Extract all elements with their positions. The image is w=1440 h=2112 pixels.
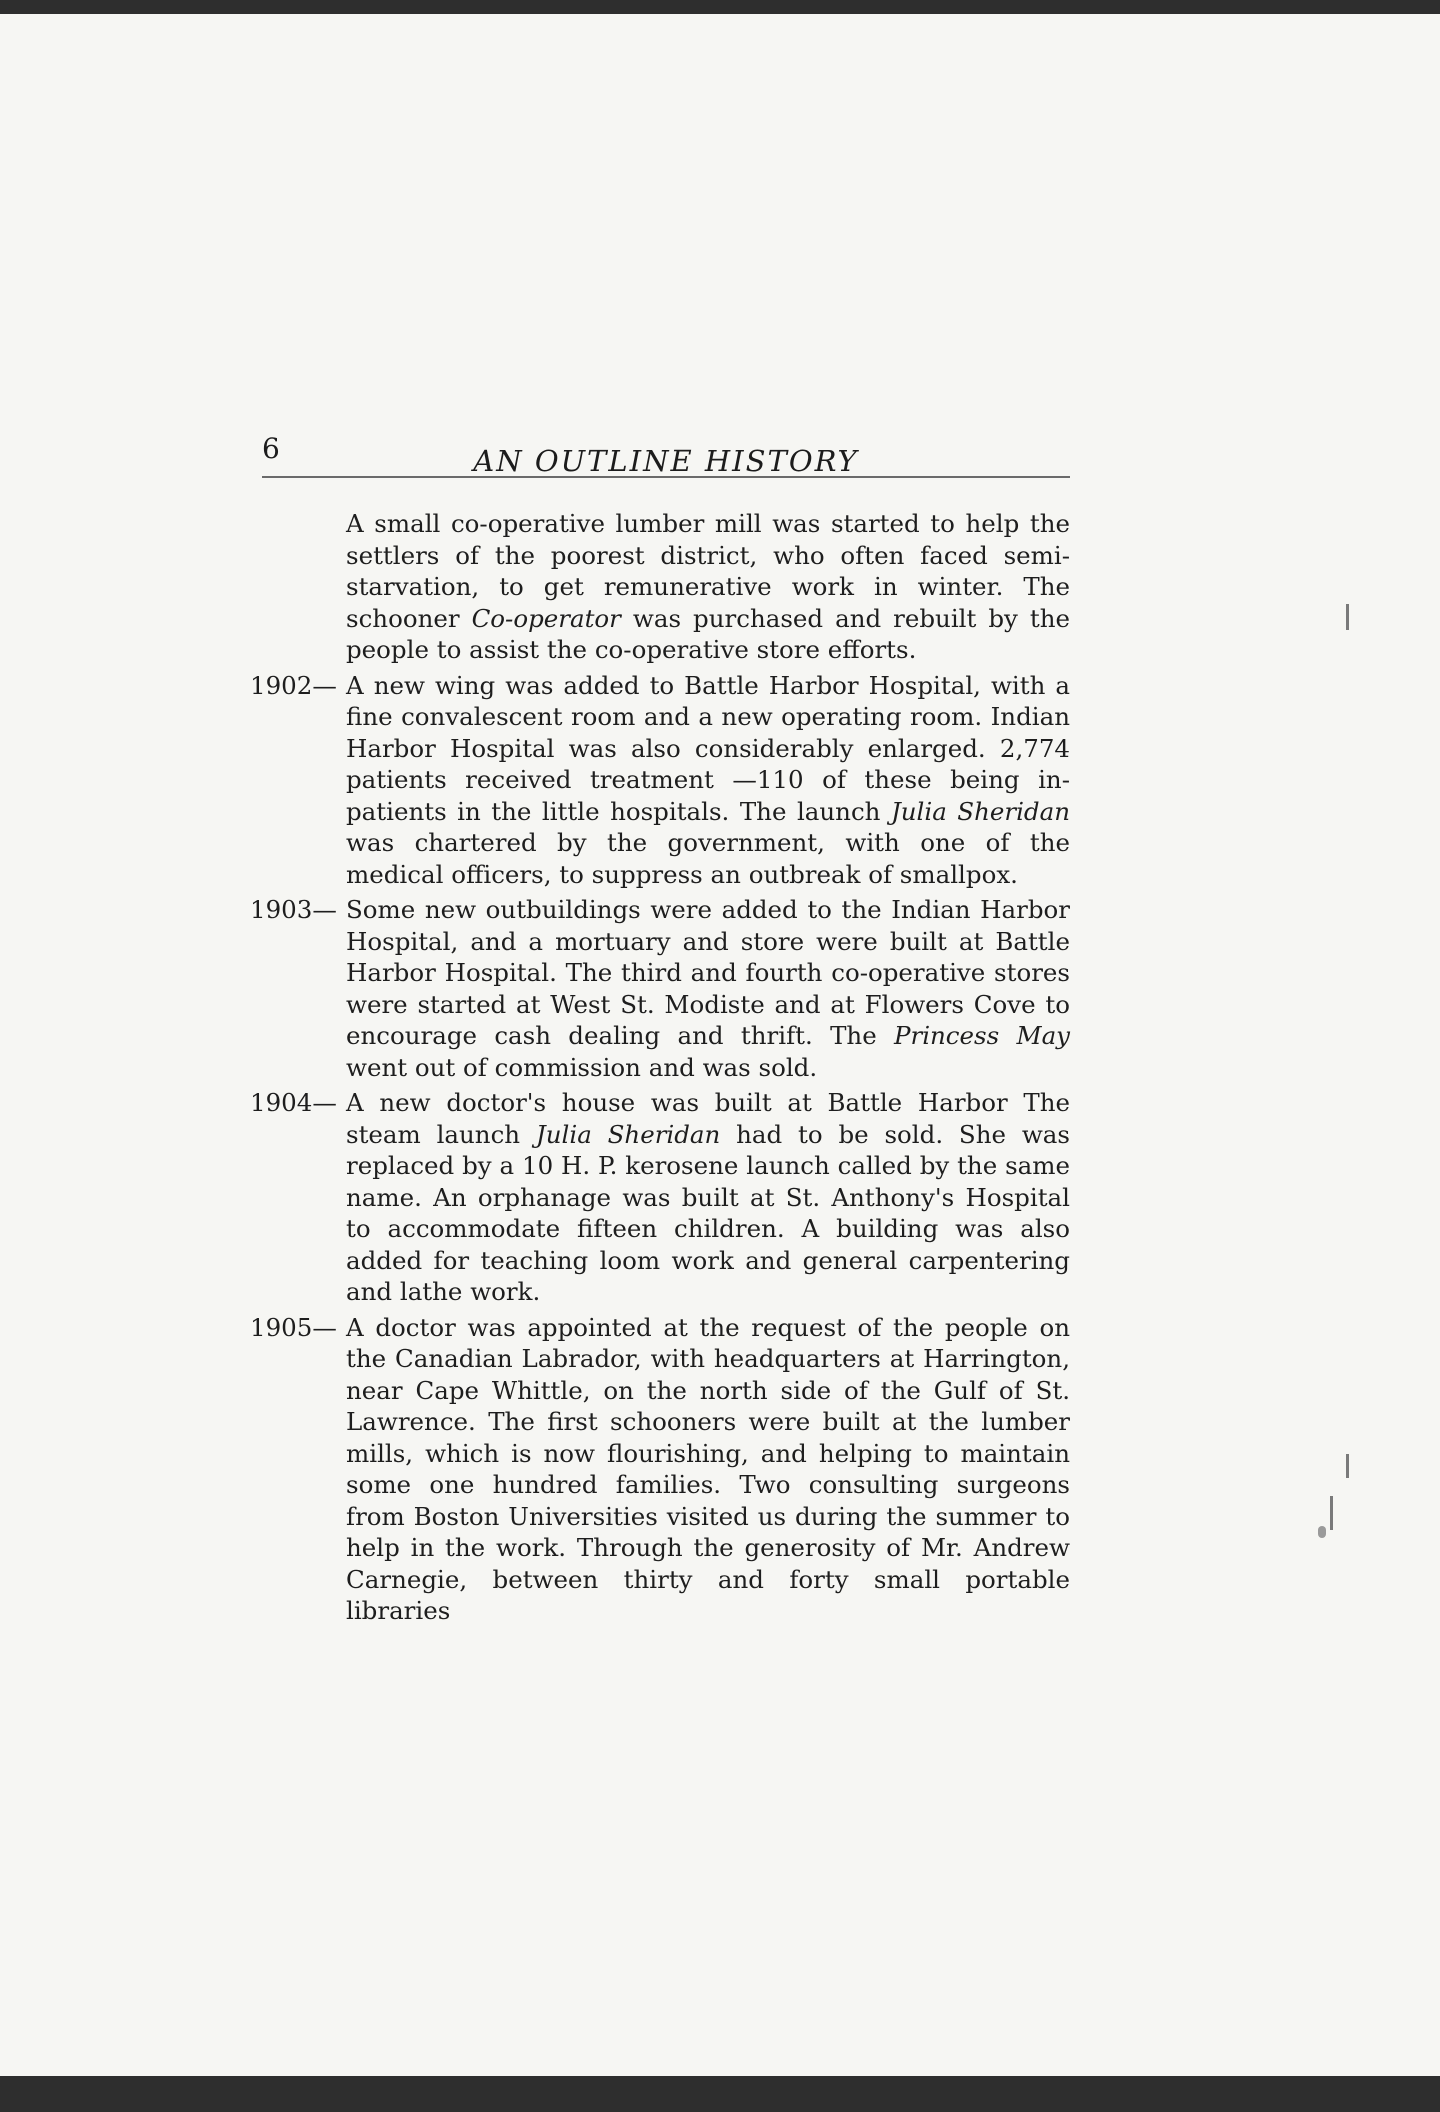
entry-text: [346, 671, 1070, 889]
running-head: AN OUTLINE HISTORY: [473, 444, 859, 478]
entry-text: [346, 895, 1070, 1082]
header-rule: [262, 476, 1070, 478]
entry-year: 1902—: [250, 670, 337, 700]
entry-year: 1903—: [250, 895, 337, 924]
vessel-name: Co-operator: [471, 603, 621, 633]
vessel-name: Julia Sheridan: [890, 796, 1070, 826]
vessel-name: Princess May: [894, 1021, 1071, 1050]
text-run: was purchased and rebuilt by the people to assist the co-operative store efforts.: [346, 603, 1070, 664]
scan-mark: [1330, 1496, 1333, 1530]
body-text: [228, 508, 1070, 1627]
page-number: 6: [262, 432, 280, 465]
text-run: A small co-operative lumber mill was started to help the settlers of the poorest district, who often faced semi-starvation, to get remunerative work in winter. The schooner: [346, 509, 1070, 633]
year-entry: [228, 894, 1070, 1083]
text-run: was chartered by the government, with one of the medical officers, to suppress an outbreak of smallpox.: [346, 828, 1070, 889]
entries-list: [228, 670, 1070, 1627]
text-run: A doctor was appointed at the request of the people on the Canadian Labrador, with headquarters at Harrington, near Cape Whittle, on the north side of the Gulf of St. Lawrence. The first schooners were built at the lumber mills, which is now flourishing, and helping to maintain some one hundred families. Two consulting surgeons from Boston Universities visited us during the summer to help in the work. Through the generosity of Mr. Andrew Carnegie, between thirty and forty small portable libraries: [346, 1312, 1070, 1625]
entry-text: [346, 1088, 1070, 1306]
scan-mark: [1346, 1454, 1349, 1478]
text-run: A new doctor's house was built at Battle Harbor The steam launch: [346, 1088, 1070, 1149]
entry-year: 1905—: [250, 1312, 337, 1342]
entry-year: 1904—: [250, 1088, 337, 1117]
text-run: Some new outbuildings were added to the Indian Harbor Hospital, and a mortuary and store were built at Battle Harbor Hospital. The third and fourth co-operative stores were started at West St. Modiste and at Flowers Cove to encourage cash dealing and thrift. The: [346, 895, 1070, 1050]
year-entry: [228, 670, 1070, 891]
scanned-page: [0, 14, 1440, 2076]
intro-paragraph: [346, 508, 1070, 666]
text-run: went out of commission and was sold.: [346, 1052, 818, 1082]
text-run: A new wing was added to Battle Harbor Hospital, with a fine convalescent room and a new operating room. Indian Harbor Hospital was also considerably enlarged. 2,774 patients received treatment —110 of these being in-patients in the little hospitals. The launch: [346, 670, 1070, 826]
text-run: had to be sold. She was replaced by a 10 H. P. kerosene launch called by the same name. An orphanage was built at St. Anthony's Hospital to accommodate fifteen children. A building was also added for teaching loom work and general carpentering and lathe work.: [346, 1119, 1070, 1306]
entry-text: [346, 1313, 1070, 1626]
page-header: [262, 424, 1070, 476]
vessel-name: Julia Sheridan: [535, 1119, 721, 1149]
year-entry: [228, 1087, 1070, 1308]
year-entry: [228, 1312, 1070, 1627]
scan-mark: [1318, 1526, 1326, 1538]
scan-mark: [1346, 604, 1349, 630]
